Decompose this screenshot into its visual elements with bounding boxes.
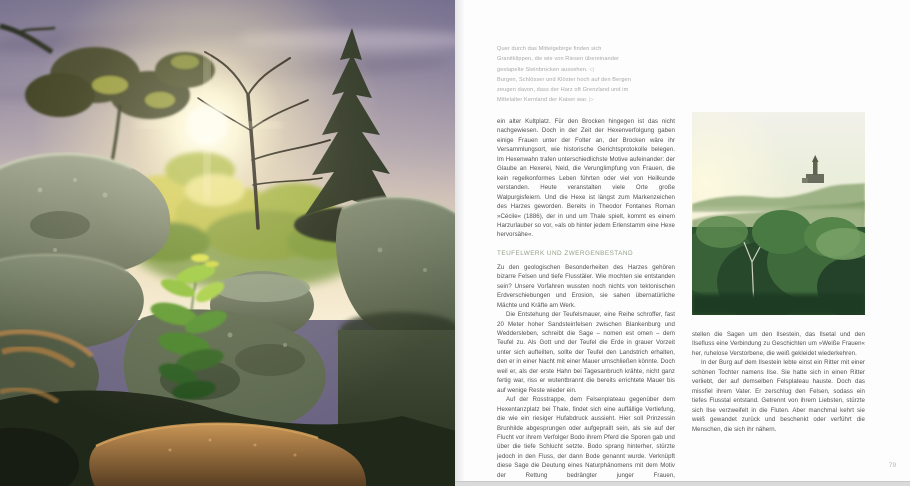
page-edge-strip — [455, 481, 910, 486]
body-paragraph-4: Auf der Rosstrappe, dem Felsenplateau gegenüber dem Hexentanzplatz bei Thale, findet sich eine auffällige Vertiefung, die wie ein riesiger Hufabdruck aussieht. Hier soll Prinzessin Brunhilde abgesprungen oder aufgeprallt sein, als sie auf der Flucht vor ihrem Verfolger Bodo ihrem Pferd die Sporen gab und über die tiefe Schlucht setzte. Bodo sprang hinterher, stürzte jedoch in den Fluss, der dann Bode genannt wurde. Verknüpft diese Sage die Deutung eines Naturphänomens mit dem Motiv der Rettung bedrängter junger Frauen, — [497, 396, 675, 479]
text-column-left — [497, 117, 675, 480]
page-number: 79 — [888, 462, 896, 469]
right-page — [455, 0, 910, 486]
backlight-wash — [0, 0, 455, 440]
castle-photo-art — [692, 112, 865, 315]
body-paragraph-2: Zu den geologischen Besonderheiten des Harzes gehören bizarre Felsen und tiefe Flusstäler. Wie mochten sie entstanden sein? Unsere Vorfahren wussten noch nichts von tektonischen Erdverschiebungen und Erosion, sie sahen übernatürliche Mächte und Kräfte am Werk. — [497, 263, 675, 309]
photo-caption — [497, 44, 631, 106]
section-heading: TEUFELWERK UND ZWERGENBESTAND — [497, 249, 634, 257]
body-paragraph-6: In der Burg auf dem Ilsestein lebte einst ein Ritter mit einer schönen Tochter namens Ilse. Sie hatte sich in einen Ritter verliebt, der auf demselben Felsplateau hauste. Doch das missfiel ihrem Vater. Er zerschlug den Felsen, sodass ein tiefes Flusstal entstand. Getrennt von ihrem Liebsten, stürzte sich Ilse verzweifelt in die Fluten. Aber manchmal kehrt sie weiß gewandet zurück und beschenkt oder verführt die Menschen, die sich ihr nähern. — [692, 359, 865, 433]
body-paragraph-5: stellen die Sagen um den Ilsestein, das Ilsetal und den Ilsefluss eine Verbindung zu Geschichten um »Weiße Frauen« her, ruhelose Verstorbene, die weiß gekleidet wiederkehren. — [692, 331, 865, 357]
castle-valley-photo — [692, 112, 865, 315]
body-paragraph-1: ein alter Kultplatz. Für den Brocken hingegen ist das nicht nachgewiesen. Doch in der Zeit der Hexenverfolgung gaben einige Frauen unter der Folter an, der Brocken wäre ihr Versammlungsort, wie historische Gerichtsprotokolle belegen. Im Hexenwahn trafen unterschiedlichste Motive aufeinander: der Glaube an Hexerei, Neid, die Verunglimpfung von Frauen, die kein regelkonformes Leben führten oder viel von Heilkunde verstanden. Heute veranstalten viele Orte große Walpurgisfeiern. Und die Hexe ist längst zum Markenzeichen des Harzes geworden. Bereits in Theodor Fontanes Roman »Cécile« (1886), der in und um Thale spielt, kommt es einem Harzurlauber so vor, »als ob hinter jedem Erlenstamm eine Hexe hervorsähe«. — [497, 118, 675, 239]
caption-right-photo: Burgen, Schlösser und Klöster hoch auf den Bergen zeugen davon, dass der Harz oft Grenzland und im Mittelalter Kernland der Kaiser war. ▷ — [497, 76, 631, 104]
text-column-right — [692, 330, 865, 434]
caption-left-photo: Quer durch das Mittelgebirge finden sich Granitklippen, die wie von Riesen übereinander gestapelte Steinbrocken aussehen. ◁ — [497, 46, 620, 73]
near-forest — [692, 210, 865, 315]
body-paragraph-3: Die Entstehung der Teufelsmauer, eine Reihe schroffer, fast 20 Meter hoher Sandsteinfelsen zwischen Blankenburg und Weddersleben, schreibt die Sage – nomen est omen – dem Teufel zu. Als Gott und der Teufel die Erde in grauer Vorzeit unter sich aufteilten, sollte der Teufel den Landstrich erhalten, den er in einer Nacht mit einer Mauer umschließen könnte. Doch weil er, als der erste Hahn bei Tagesanbruch krähte, nicht ganz fertig war, riss er wutentbrannt die bereits errichtete Mauer bis auf wenige Reste wieder ein. — [497, 311, 675, 394]
